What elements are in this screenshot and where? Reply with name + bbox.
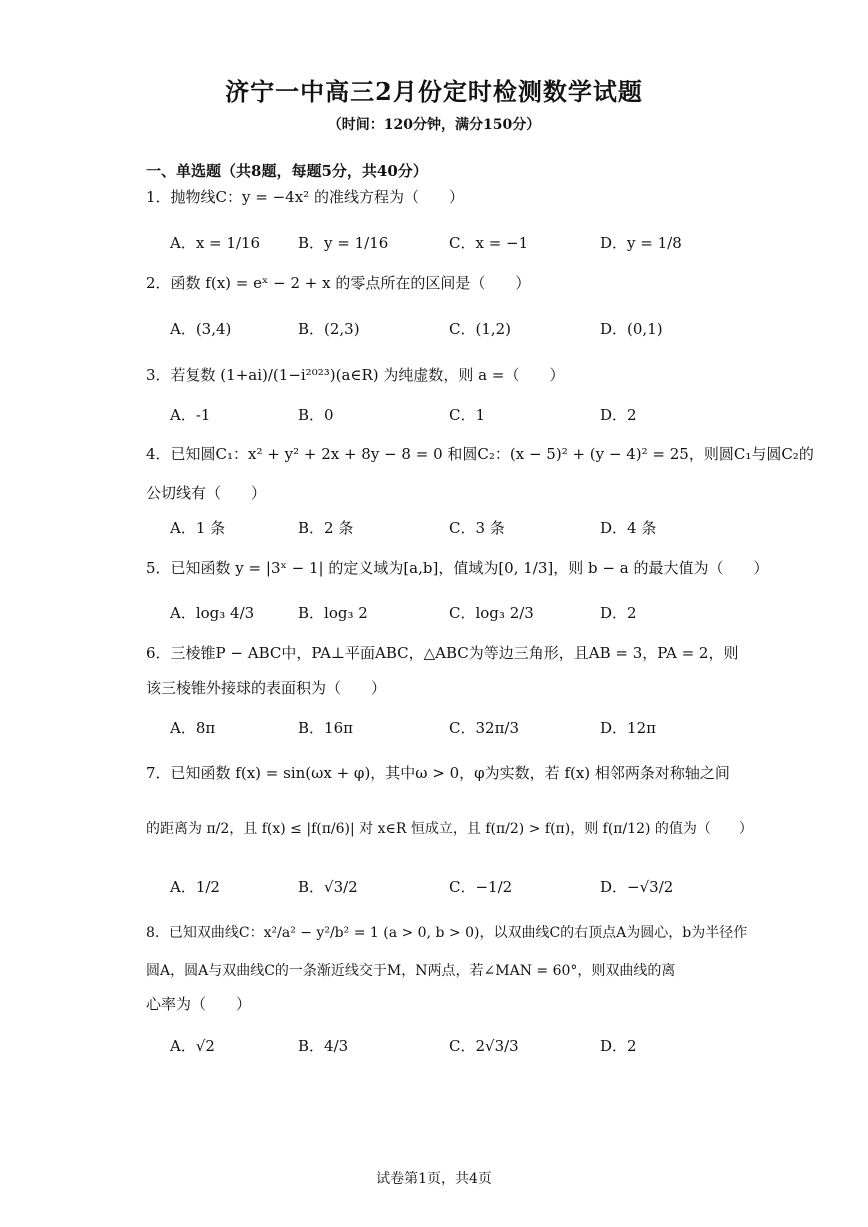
question-5-option-c: C．log₃ 2/3 bbox=[449, 604, 534, 622]
question-2-stem: 2．函数 f(x) = eˣ − 2 + x 的零点所在的区间是（ ） bbox=[146, 274, 531, 292]
question-7-option-d: D．−√3/2 bbox=[600, 878, 674, 896]
question-1-option-b: B．y = 1/16 bbox=[298, 234, 389, 252]
page-subtitle: （时间：120分钟，满分150分） bbox=[327, 117, 541, 133]
question-4-option-d: D．4 条 bbox=[600, 519, 657, 537]
question-2-option-c: C．(1,2) bbox=[449, 320, 512, 338]
question-2-option-d: D．(0,1) bbox=[600, 320, 663, 338]
question-7-option-a: A．1/2 bbox=[170, 878, 220, 896]
question-8-option-c: C．2√3/3 bbox=[449, 1037, 519, 1055]
question-7-option-b: B．√3/2 bbox=[298, 878, 358, 896]
question-6-option-b: B．16π bbox=[298, 719, 353, 737]
question-1-option-c: C．x = −1 bbox=[449, 234, 529, 252]
question-5-option-b: B．log₃ 2 bbox=[298, 604, 368, 622]
question-6-stem-line2: 该三棱锥外接球的表面积为（ ） bbox=[146, 679, 387, 697]
page-footer: 试卷第1页，共4页 bbox=[376, 1171, 492, 1187]
question-8-option-d: D．2 bbox=[600, 1037, 637, 1055]
question-4-option-b: B．2 条 bbox=[298, 519, 354, 537]
question-6-stem: 6．三棱锥P − ABC中，PA⊥平面ABC，△ABC为等边三角形，且AB = 3，PA = 2，则 bbox=[146, 644, 739, 662]
question-7-stem-line2: 的距离为 π/2，且 f(x) ≤ |f(π/6)| 对 x∈R 恒成立，且 f(π/2) > f(π)，则 f(π/12) 的值为（ ） bbox=[146, 821, 753, 837]
question-3-option-d: D．2 bbox=[600, 406, 637, 424]
question-5-option-a: A．log₃ 4/3 bbox=[170, 604, 255, 622]
question-4-option-a: A．1 条 bbox=[170, 519, 226, 537]
question-3-option-a: A．-1 bbox=[170, 406, 211, 424]
question-8-stem: 8．已知双曲线C：x²/a² − y²/b² = 1 (a > 0, b > 0)，以双曲线C的右顶点A为圆心，b为半径作 bbox=[146, 925, 748, 941]
question-1-stem: 1．抛物线C：y = −4x² 的准线方程为（ ） bbox=[146, 188, 464, 206]
question-7-stem: 7．已知函数 f(x) = sin(ωx + φ)，其中ω > 0，φ为实数，若 f(x) 相邻两条对称轴之间 bbox=[146, 764, 730, 782]
question-4-stem: 4．已知圆C₁：x² + y² + 2x + 8y − 8 = 0 和圆C₂：(x − 5)² + (y − 4)² = 25，则圆C₁与圆C₂的 bbox=[146, 445, 814, 463]
page-title: 济宁一中高三2月份定时检测数学试题 bbox=[225, 77, 643, 106]
question-6-option-a: A．8π bbox=[170, 719, 216, 737]
question-5-stem: 5．已知函数 y = |3ˣ − 1| 的定义域为[a,b]，值域为[0, 1/3]，则 b − a 的最大值为（ ） bbox=[146, 559, 769, 577]
question-7-option-c: C．−1/2 bbox=[449, 878, 513, 896]
question-1-option-d: D．y = 1/8 bbox=[600, 234, 682, 252]
section-heading: 一、单选题（共8题，每题5分，共40分） bbox=[146, 162, 428, 180]
question-4-option-c: C．3 条 bbox=[449, 519, 505, 537]
question-3-option-c: C．1 bbox=[449, 406, 486, 424]
question-6-option-d: D．12π bbox=[600, 719, 656, 737]
question-2-option-b: B．(2,3) bbox=[298, 320, 360, 338]
question-5-option-d: D．2 bbox=[600, 604, 637, 622]
question-8-stem-line2: 圆A，圆A与双曲线C的一条渐近线交于M，N两点，若∠MAN = 60°，则双曲线的离 bbox=[146, 963, 676, 979]
question-8-stem-line3: 心率为（ ） bbox=[146, 995, 252, 1013]
question-8-option-a: A．√2 bbox=[170, 1037, 215, 1055]
question-6-option-c: C．32π/3 bbox=[449, 719, 520, 737]
question-3-option-b: B．0 bbox=[298, 406, 334, 424]
question-3-stem: 3．若复数 (1+ai)/(1−i²⁰²³)(a∈R) 为纯虚数，则 a =（ ） bbox=[146, 366, 565, 384]
question-8-option-b: B．4/3 bbox=[298, 1037, 349, 1055]
question-4-stem-line2: 公切线有（ ） bbox=[146, 484, 267, 502]
question-2-option-a: A．(3,4) bbox=[170, 320, 232, 338]
question-1-option-a: A．x = 1/16 bbox=[170, 234, 261, 252]
